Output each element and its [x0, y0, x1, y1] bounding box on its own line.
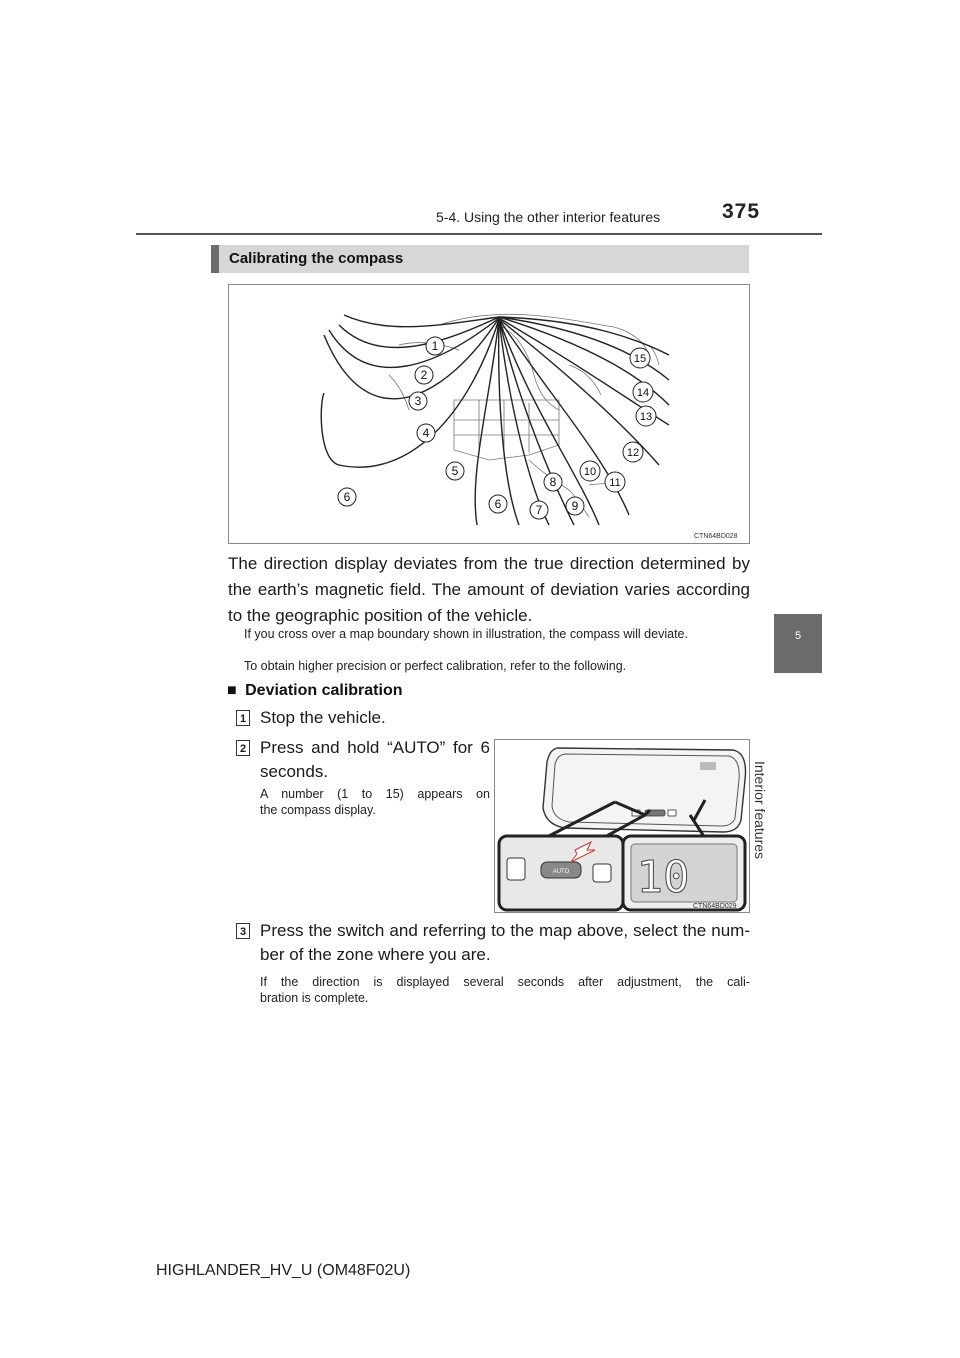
compass-zone-map-figure [228, 284, 750, 544]
figure-code: CTN64BD029 [693, 903, 737, 910]
step-number-2: 2 [236, 740, 250, 756]
note-boundary: If you cross over a map boundary shown in illustration, the compass will deviate. [244, 627, 688, 641]
running-header-section: 5-4. Using the other interior features [436, 209, 661, 225]
svg-text:3: 3 [414, 394, 422, 408]
step-2-note-line1: A number (1 to 15) appears on [260, 787, 490, 801]
step-number-3: 3 [236, 923, 250, 939]
subsection-title: Deviation calibration [245, 682, 403, 699]
svg-text:10: 10 [583, 466, 597, 478]
step-3-text-line2: ber of the zone where you are. [260, 945, 491, 964]
zone-label-11 [605, 472, 625, 492]
zone-label-8 [544, 473, 562, 491]
auto-button-label: AUTO [552, 869, 570, 875]
step-2-text [260, 736, 490, 784]
compass-display-value: 10 [636, 852, 690, 903]
compass-zone-map [229, 285, 749, 543]
step-number-1: 1 [236, 710, 250, 726]
zone-label-6b [489, 495, 507, 513]
zone-label-7 [530, 501, 548, 519]
svg-text:13: 13 [639, 411, 653, 423]
zone-label-10 [580, 461, 600, 481]
svg-text:8: 8 [549, 475, 557, 489]
svg-text:11: 11 [609, 477, 621, 489]
zone-label-3 [409, 392, 427, 410]
step-1-text: Stop the vehicle. [260, 708, 386, 727]
zone-label-15 [630, 348, 650, 368]
zone-label-12 [623, 442, 643, 462]
svg-text:2: 2 [420, 368, 428, 382]
svg-text:1: 1 [431, 339, 439, 353]
step-3-text-line1: Press the switch and referring to the map above, select the num- [260, 921, 750, 940]
zone-label-2 [415, 366, 433, 384]
zone-label-14 [633, 382, 653, 402]
mirror-auto-button-figure [494, 739, 750, 913]
step-3-note-line2: bration is complete. [260, 991, 369, 1005]
chapter-title: Interior features [752, 760, 768, 860]
step-2-note-line2: the compass display. [260, 803, 376, 817]
zone-label-4 [417, 424, 435, 442]
svg-text:7: 7 [535, 503, 543, 517]
chapter-tab [774, 614, 822, 673]
svg-text:12: 12 [626, 447, 640, 459]
svg-text:5: 5 [451, 464, 459, 478]
zone-label-1 [426, 337, 444, 355]
section-heading-text: Calibrating the compass [229, 250, 404, 267]
header-rule [136, 233, 822, 235]
note-precision: To obtain higher precision or perfect calibration, refer to the following. [244, 659, 627, 673]
svg-text:14: 14 [636, 387, 650, 399]
body-paragraph: The direction display deviates from the true direction determined by the earth’s magnetic field. The amount of deviation varies according to the geographic position of the vehicle. [228, 554, 750, 625]
zone-label-6a [338, 488, 356, 506]
zone-label-9 [566, 497, 584, 515]
svg-text:6: 6 [494, 497, 502, 511]
zone-label-5 [446, 462, 464, 480]
chapter-number: 5 [794, 630, 802, 642]
step-2-text-line2: seconds. [260, 762, 329, 781]
footer-model: HIGHLANDER_HV_U (OM48F02U) [156, 1262, 411, 1279]
step-2-note [260, 786, 490, 818]
section-heading [211, 245, 749, 273]
page-number: 375 [722, 200, 761, 223]
figure-code: CTN64BD028 [694, 533, 738, 540]
step-3-note [260, 974, 750, 1006]
svg-text:6: 6 [343, 490, 351, 504]
subsection-marker: ■ [227, 682, 237, 699]
svg-text:15: 15 [633, 353, 647, 365]
zone-label-13 [636, 406, 656, 426]
step-3-text [260, 919, 750, 967]
subsection-heading [227, 682, 403, 700]
svg-text:9: 9 [571, 499, 579, 513]
svg-text:4: 4 [422, 426, 430, 440]
step-2-text-line1: Press and hold “AUTO” for 6 [260, 738, 490, 757]
step-3-note-line1: If the direction is displayed several seconds after adjustment, the cali- [260, 975, 750, 989]
mirror-illustration [495, 740, 749, 912]
